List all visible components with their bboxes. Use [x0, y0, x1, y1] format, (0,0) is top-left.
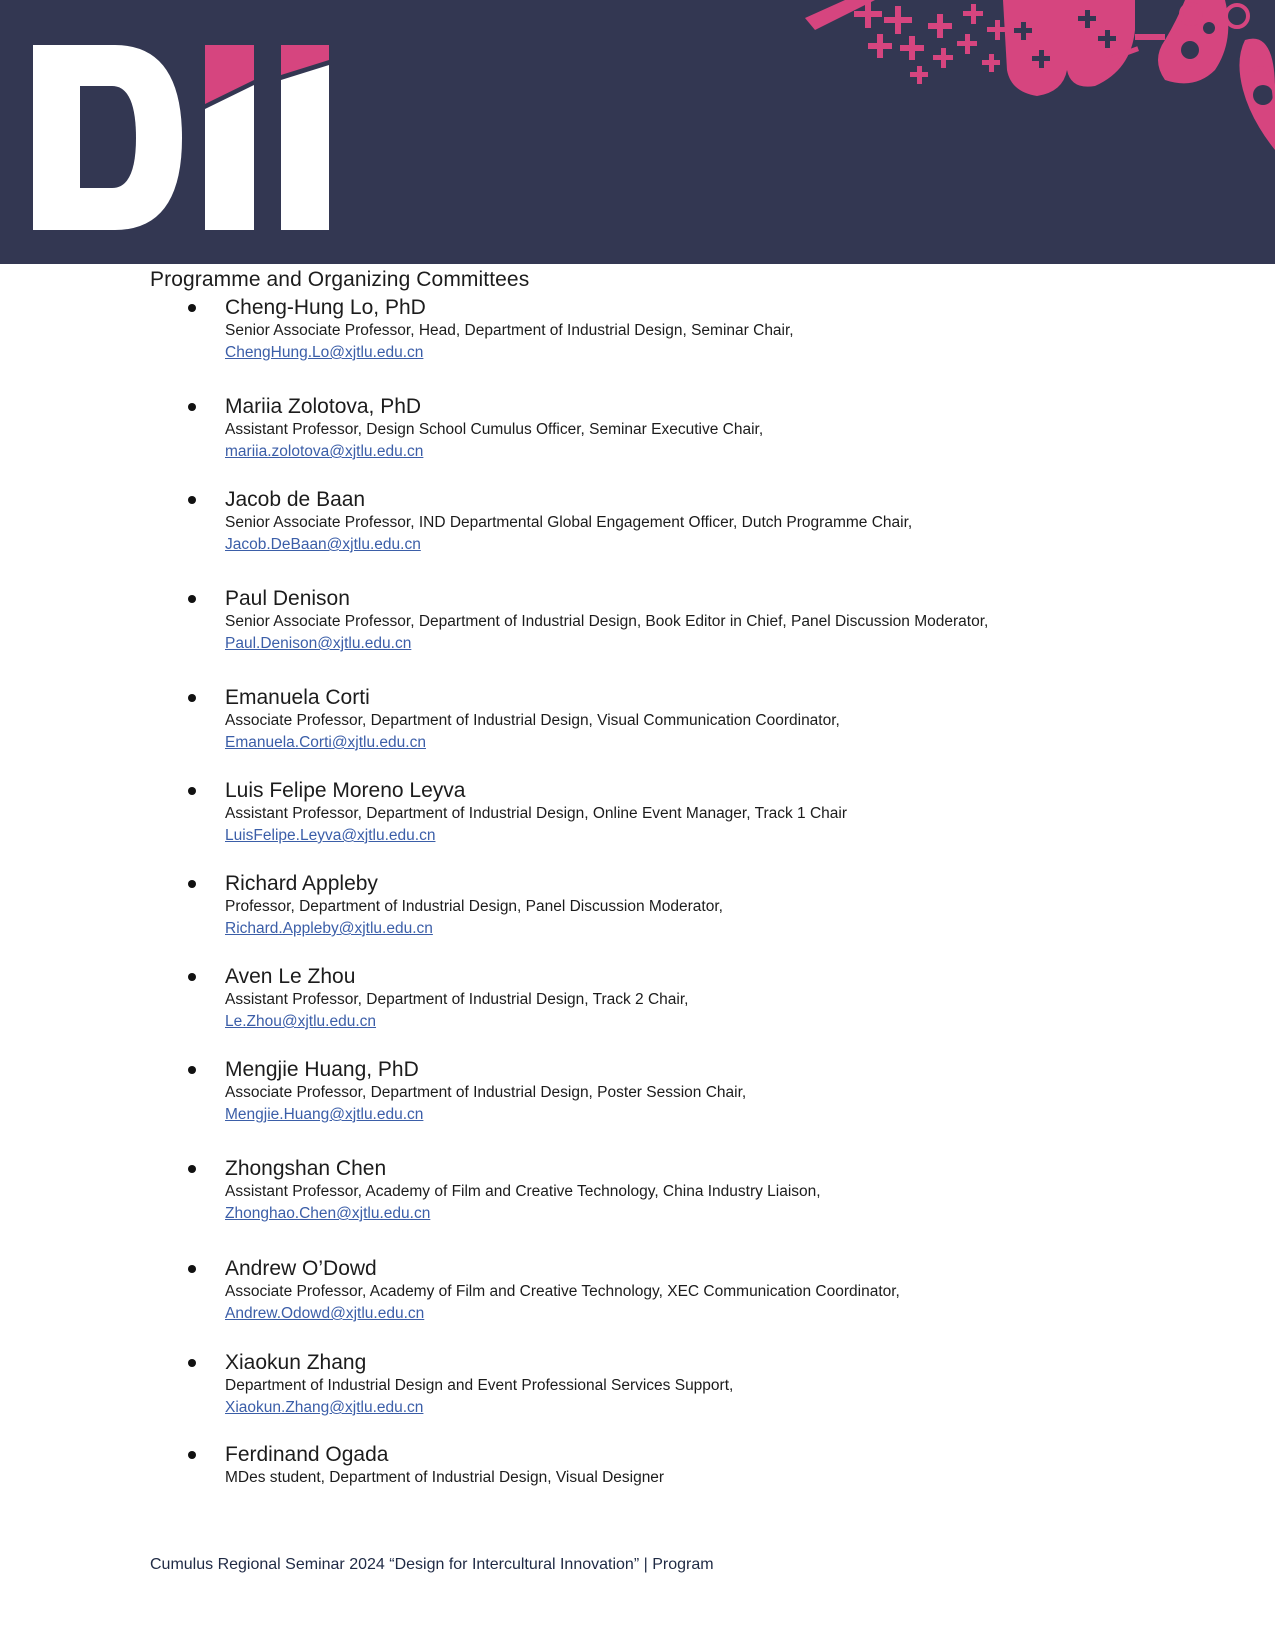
- bullet-icon: [188, 1359, 196, 1367]
- member-email-link[interactable]: Paul.Denison@xjtlu.edu.cn: [225, 635, 412, 652]
- member-role: Senior Associate Professor, Head, Department of Industrial Design, Seminar Chair,: [225, 322, 794, 339]
- bullet-icon: [188, 1066, 196, 1074]
- dii-logo: [0, 0, 340, 240]
- member-email-link[interactable]: ChengHung.Lo@xjtlu.edu.cn: [225, 344, 424, 361]
- member-name: Mengjie Huang, PhD: [225, 1058, 419, 1081]
- member-role: Department of Industrial Design and Event Professional Services Support,: [225, 1377, 734, 1394]
- member-role: Associate Professor, Department of Industrial Design, Poster Session Chair,: [225, 1084, 747, 1101]
- decorative-pattern-icon: [805, 0, 1275, 150]
- member-email-link[interactable]: LuisFelipe.Leyva@xjtlu.edu.cn: [225, 827, 436, 844]
- header-banner: [0, 0, 1275, 264]
- bullet-icon: [188, 787, 196, 795]
- member-email-link[interactable]: Richard.Appleby@xjtlu.edu.cn: [225, 920, 433, 937]
- member-role: Associate Professor, Academy of Film and Creative Technology, XEC Communication Coordinator,: [225, 1283, 900, 1300]
- page-footer: Cumulus Regional Seminar 2024 “Design for Intercultural Innovation” | Program: [150, 1556, 714, 1573]
- bullet-icon: [188, 304, 196, 312]
- member-email-link[interactable]: Andrew.Odowd@xjtlu.edu.cn: [225, 1305, 425, 1322]
- bullet-icon: [188, 1451, 196, 1459]
- section-title: Programme and Organizing Committees: [150, 268, 530, 291]
- member-name: Ferdinand Ogada: [225, 1443, 389, 1466]
- member-role: MDes student, Department of Industrial Design, Visual Designer: [225, 1469, 665, 1486]
- bullet-icon: [188, 973, 196, 981]
- member-name: Richard Appleby: [225, 872, 378, 895]
- bullet-icon: [188, 880, 196, 888]
- member-name: Andrew O’Dowd: [225, 1257, 377, 1280]
- member-name: Zhongshan Chen: [225, 1157, 387, 1180]
- bullet-icon: [188, 1265, 196, 1273]
- member-email-link[interactable]: mariia.zolotova@xjtlu.edu.cn: [225, 443, 424, 460]
- member-role: Senior Associate Professor, Department of Industrial Design, Book Editor in Chief, Panel Discussion Moderator,: [225, 613, 989, 630]
- member-role: Assistant Professor, Design School Cumulus Officer, Seminar Executive Chair,: [225, 421, 764, 438]
- member-name: Luis Felipe Moreno Leyva: [225, 779, 466, 802]
- member-name: Jacob de Baan: [225, 488, 366, 511]
- bullet-icon: [188, 1165, 196, 1173]
- member-name: Emanuela Corti: [225, 686, 370, 709]
- member-email-link[interactable]: Jacob.DeBaan@xjtlu.edu.cn: [225, 536, 421, 553]
- member-role: Professor, Department of Industrial Design, Panel Discussion Moderator,: [225, 898, 723, 915]
- member-name: Mariia Zolotova, PhD: [225, 395, 422, 418]
- member-email-link[interactable]: Emanuela.Corti@xjtlu.edu.cn: [225, 734, 426, 751]
- bullet-icon: [188, 403, 196, 411]
- member-role: Associate Professor, Department of Industrial Design, Visual Communication Coordinator,: [225, 712, 840, 729]
- member-email-link[interactable]: Le.Zhou@xjtlu.edu.cn: [225, 1013, 377, 1030]
- member-role: Assistant Professor, Department of Industrial Design, Online Event Manager, Track 1 Chair: [225, 805, 848, 822]
- member-role: Assistant Professor, Academy of Film and Creative Technology, China Industry Liaison,: [225, 1183, 821, 1200]
- member-name: Aven Le Zhou: [225, 965, 356, 988]
- bullet-icon: [188, 595, 196, 603]
- member-role: Assistant Professor, Department of Industrial Design, Track 2 Chair,: [225, 991, 689, 1008]
- bullet-icon: [188, 694, 196, 702]
- member-name: Cheng-Hung Lo, PhD: [225, 296, 426, 319]
- bullet-icon: [188, 496, 196, 504]
- member-email-link[interactable]: Mengjie.Huang@xjtlu.edu.cn: [225, 1106, 424, 1123]
- member-role: Senior Associate Professor, IND Departmental Global Engagement Officer, Dutch Programme Chair,: [225, 514, 913, 531]
- member-email-link[interactable]: Zhonghao.Chen@xjtlu.edu.cn: [225, 1205, 431, 1222]
- member-name: Xiaokun Zhang: [225, 1351, 367, 1374]
- member-email-link[interactable]: Xiaokun.Zhang@xjtlu.edu.cn: [225, 1399, 424, 1416]
- member-name: Paul Denison: [225, 587, 350, 610]
